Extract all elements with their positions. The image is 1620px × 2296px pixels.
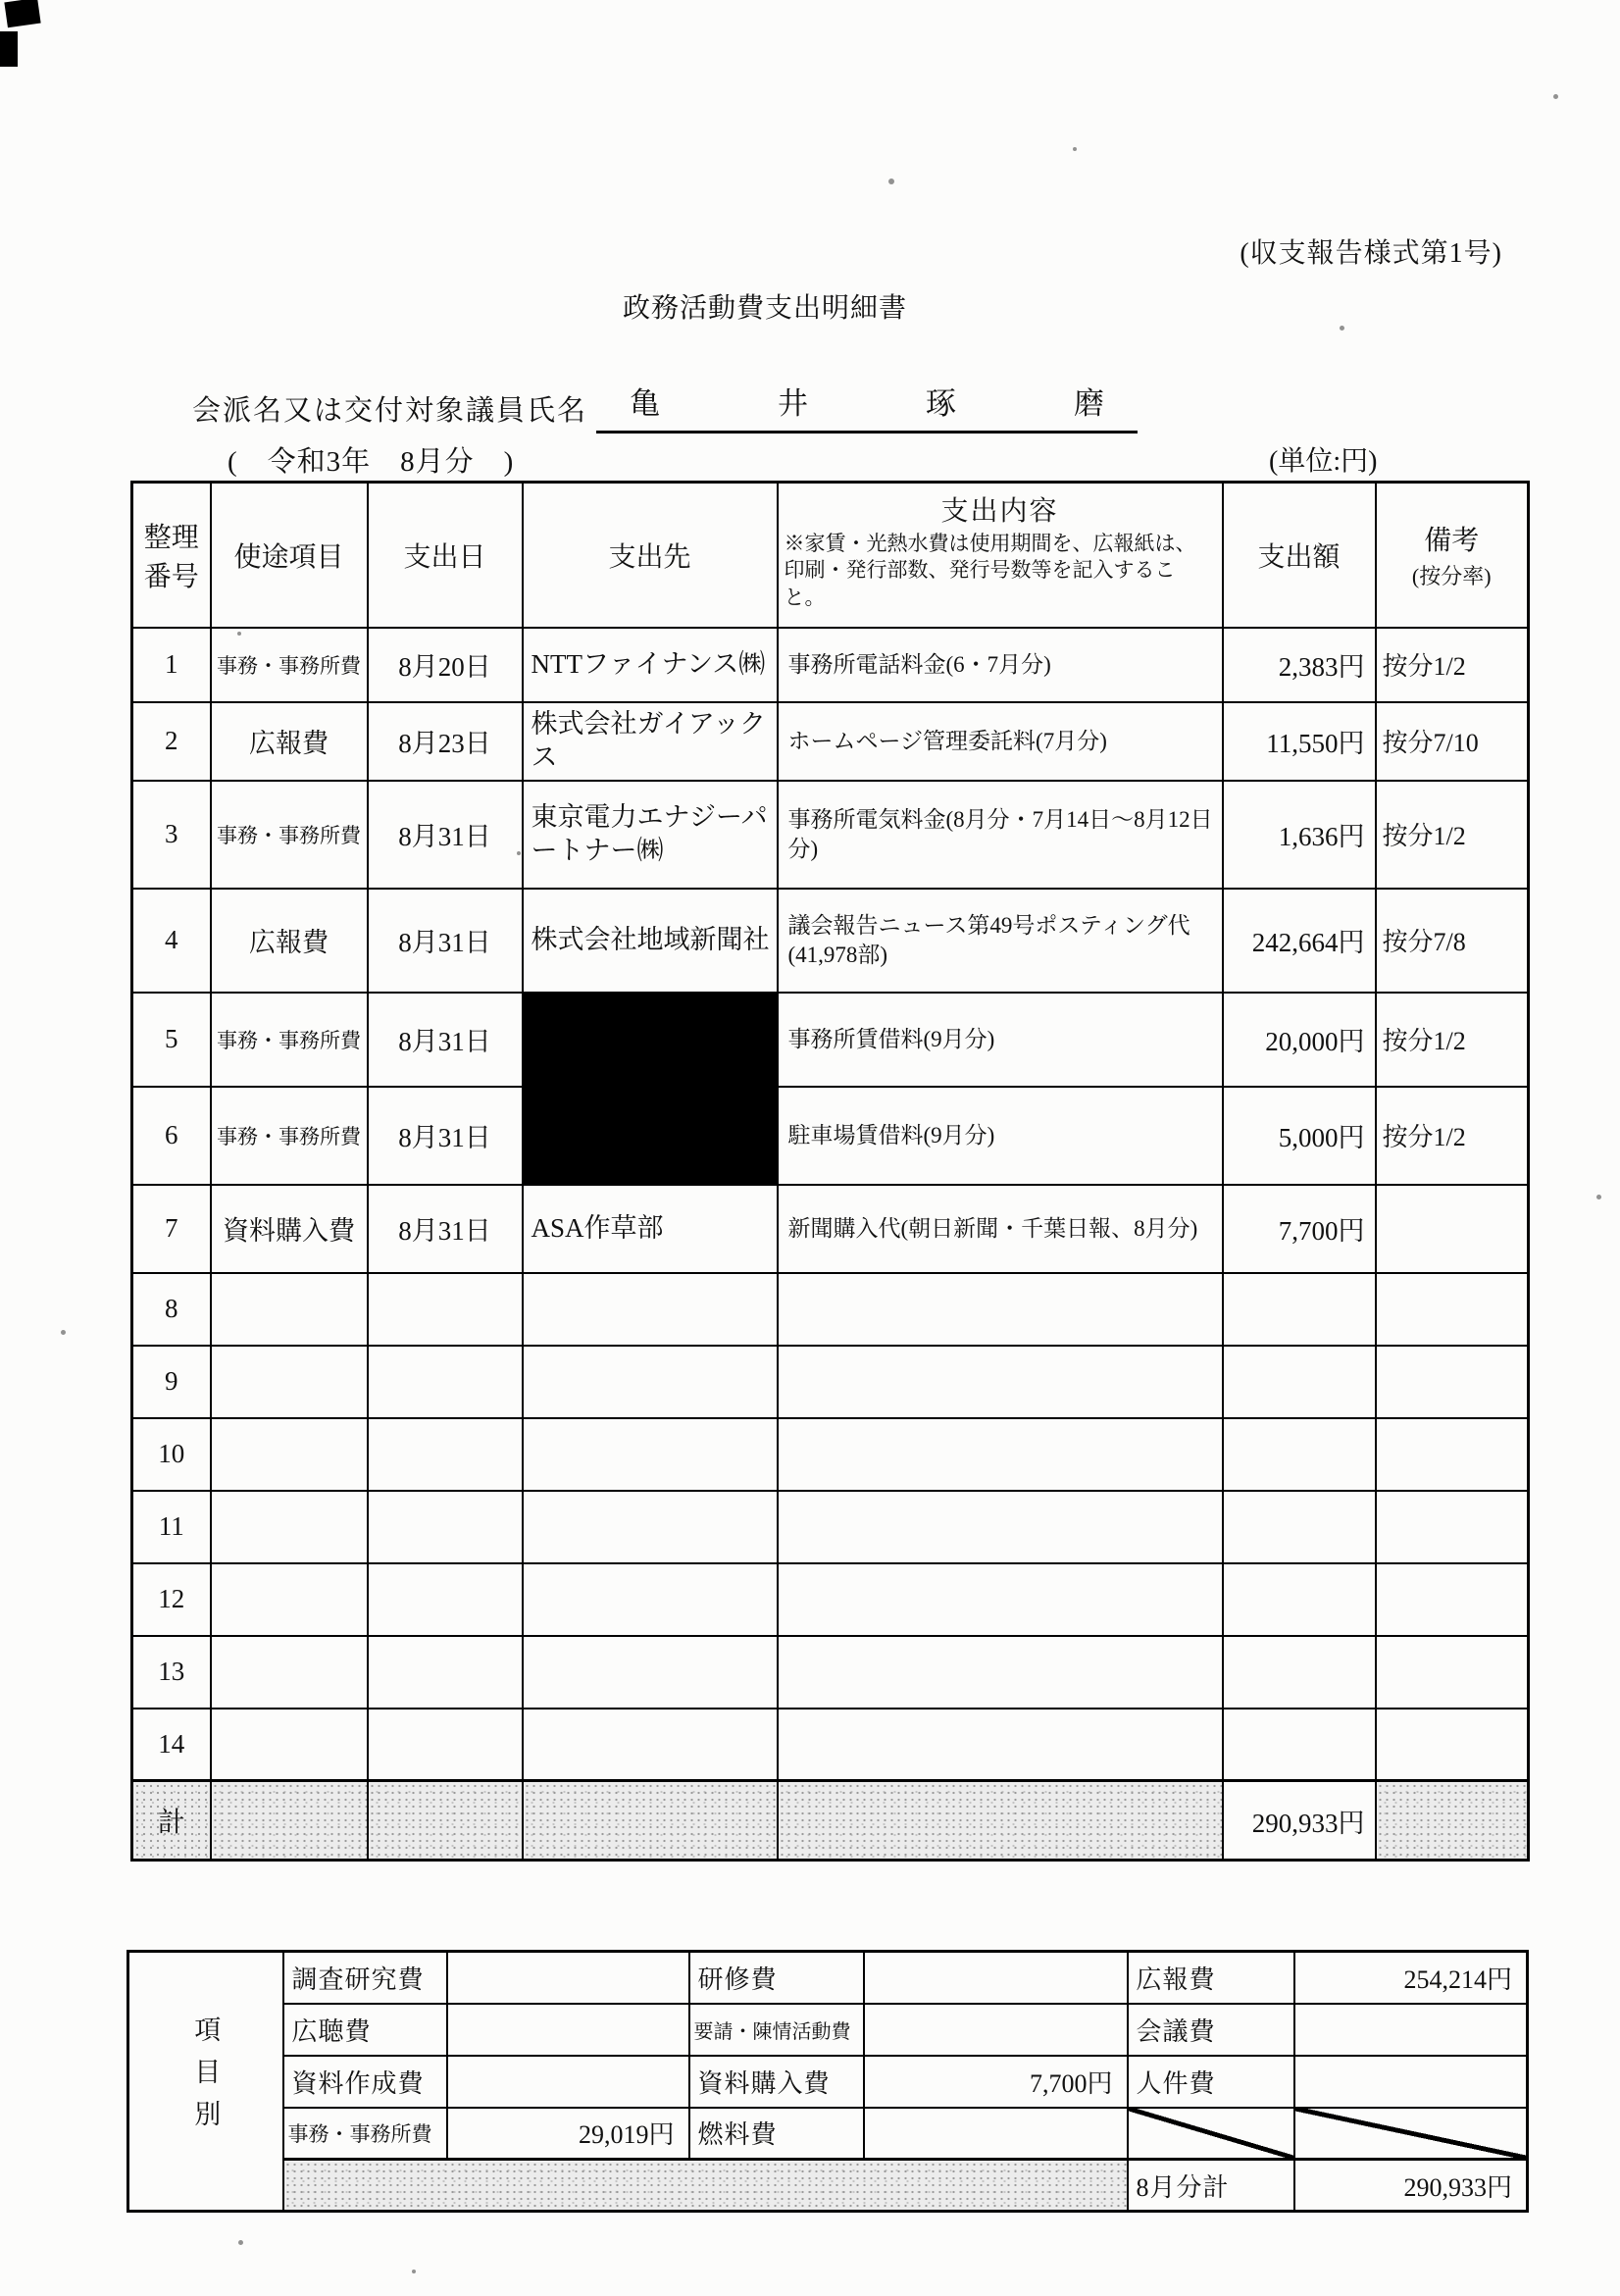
cell-date: 8月31日 (368, 889, 523, 993)
cell-item: 広報費 (211, 889, 368, 993)
period-label: ( 令和3年 8月分 ) (228, 446, 515, 478)
cell-date: 8月20日 (368, 628, 523, 702)
cell-detail (778, 1636, 1223, 1709)
table-row (132, 889, 1529, 993)
cell-item (211, 1491, 368, 1563)
summary-category: 資料作成費 (283, 2056, 447, 2108)
table-row-empty (132, 1491, 1529, 1563)
cell-remarks: 按分1/2 (1376, 993, 1529, 1087)
cell-detail (778, 1563, 1223, 1636)
table-row (132, 628, 1529, 702)
cell-item: 事務・事務所費 (211, 1087, 368, 1185)
cell-detail: 事務所電話料金(6・7月分) (778, 628, 1223, 702)
cell-payee (523, 1563, 778, 1636)
scan-corner-mark (4, 0, 40, 27)
cell-remarks (1376, 1491, 1529, 1563)
cell-item (211, 1418, 368, 1491)
cell-item: 事務・事務所費 (211, 993, 368, 1087)
crossed-out-cell (1128, 2108, 1294, 2160)
cell-amount (1223, 1418, 1376, 1491)
summary-side-label-cell (128, 1952, 283, 2212)
total-shaded-cell (523, 1781, 778, 1861)
table-row (132, 1185, 1529, 1273)
summary-shaded-cell (283, 2160, 1128, 2212)
header-payee: 支出先 (523, 483, 778, 628)
summary-category: 資料購入費 (689, 2056, 864, 2108)
cell-amount (1223, 1563, 1376, 1636)
summary-value (864, 2108, 1128, 2160)
cell-entry-no: 5 (132, 993, 211, 1087)
cell-amount: 2,383円 (1223, 628, 1376, 702)
scan-speck (517, 851, 521, 855)
table-row-empty (132, 1563, 1529, 1636)
cell-amount (1223, 1636, 1376, 1709)
cell-remarks: 按分7/10 (1376, 702, 1529, 781)
page-title: 政務活動費支出明細書 (623, 293, 908, 324)
scan-speck (888, 179, 894, 184)
cell-date (368, 1346, 523, 1418)
table-row (132, 993, 1529, 1087)
cell-remarks (1376, 1563, 1529, 1636)
total-row (132, 1781, 1529, 1861)
cell-remarks: 按分1/2 (1376, 1087, 1529, 1185)
summary-value (447, 2056, 689, 2108)
cell-remarks (1376, 1709, 1529, 1781)
cell-date (368, 1636, 523, 1709)
header-remarks (1376, 483, 1529, 628)
cell-payee: 東京電力エナジーパートナー㈱ (523, 781, 778, 889)
header-remarks-title: 備考 (1424, 526, 1480, 557)
summary-category: 会議費 (1128, 2004, 1294, 2056)
cell-detail (778, 1418, 1223, 1491)
total-amount: 290,933円 (1223, 1781, 1376, 1861)
cell-amount: 11,550円 (1223, 702, 1376, 781)
cell-detail: 事務所賃借料(9月分) (778, 993, 1223, 1087)
total-shaded-cell (778, 1781, 1223, 1861)
summary-row (128, 2056, 1528, 2108)
summary-row (128, 1952, 1528, 2004)
total-shaded-cell (1376, 1781, 1529, 1861)
cell-item (211, 1563, 368, 1636)
cell-detail: ホームページ管理委託料(7月分) (778, 702, 1223, 781)
summary-value: 29,019円 (447, 2108, 689, 2160)
cell-payee: 株式会社ガイアックス (523, 702, 778, 781)
total-shaded-cell (368, 1781, 523, 1861)
total-shaded-cell (211, 1781, 368, 1861)
crossed-out-cell (1294, 2108, 1528, 2160)
cell-payee (523, 1709, 778, 1781)
summary-table (127, 1950, 1529, 2213)
cell-entry-no: 9 (132, 1346, 211, 1418)
cell-payee (523, 1418, 778, 1491)
cell-date (368, 1563, 523, 1636)
summary-side-label: 項目別 (190, 2015, 221, 2142)
cell-remarks (1376, 1273, 1529, 1346)
cell-date (368, 1273, 523, 1346)
cell-payee: NTTファイナンス㈱ (523, 628, 778, 702)
cell-date (368, 1418, 523, 1491)
cell-payee-redacted (523, 1087, 778, 1185)
cell-detail: 議会報告ニュース第49号ポスティング代(41,978部) (778, 889, 1223, 993)
cell-item (211, 1709, 368, 1781)
cell-entry-no: 6 (132, 1087, 211, 1185)
cell-amount: 7,700円 (1223, 1185, 1376, 1273)
summary-category: 広聴費 (283, 2004, 447, 2056)
summary-category: 要請・陳情活動費 (689, 2004, 864, 2056)
cell-remarks (1376, 1346, 1529, 1418)
cell-remarks: 按分1/2 (1376, 628, 1529, 702)
summary-value (864, 2004, 1128, 2056)
cell-amount (1223, 1491, 1376, 1563)
cell-detail (778, 1491, 1223, 1563)
cell-detail (778, 1273, 1223, 1346)
cell-detail (778, 1346, 1223, 1418)
summary-category: 燃料費 (689, 2108, 864, 2160)
cell-remarks (1376, 1185, 1529, 1273)
member-name-value: 亀井琢磨 (596, 379, 1138, 434)
cell-payee (523, 1636, 778, 1709)
cell-amount (1223, 1273, 1376, 1346)
summary-value (447, 2004, 689, 2056)
header-row (132, 483, 1529, 628)
table-row-empty (132, 1636, 1529, 1709)
cell-payee (523, 1346, 778, 1418)
cell-payee (523, 1491, 778, 1563)
cell-entry-no: 14 (132, 1709, 211, 1781)
cell-remarks: 按分1/2 (1376, 781, 1529, 889)
cell-remarks (1376, 1418, 1529, 1491)
summary-category: 事務・事務所費 (283, 2108, 447, 2160)
summary-value (864, 1952, 1128, 2004)
cell-amount (1223, 1346, 1376, 1418)
header-amount: 支出額 (1223, 483, 1376, 628)
cell-payee (523, 1273, 778, 1346)
scan-speck (237, 632, 241, 636)
cell-detail (778, 1709, 1223, 1781)
cell-entry-no: 8 (132, 1273, 211, 1346)
cell-entry-no: 10 (132, 1418, 211, 1491)
cell-date: 8月31日 (368, 781, 523, 889)
cell-amount: 242,664円 (1223, 889, 1376, 993)
cell-entry-no: 7 (132, 1185, 211, 1273)
summary-total-row (128, 2160, 1528, 2212)
table-row (132, 781, 1529, 889)
summary-category: 研修費 (689, 1952, 864, 2004)
table-row-empty (132, 1346, 1529, 1418)
cell-entry-no: 1 (132, 628, 211, 702)
scan-speck (61, 1330, 66, 1335)
cell-remarks (1376, 1636, 1529, 1709)
scan-speck (412, 2270, 416, 2273)
cell-amount: 1,636円 (1223, 781, 1376, 889)
cell-detail: 事務所電気料金(8月分・7月14日〜8月12日分) (778, 781, 1223, 889)
summary-value (447, 1952, 689, 2004)
cell-detail: 駐車場賃借料(9月分) (778, 1087, 1223, 1185)
table-row (132, 702, 1529, 781)
cell-item (211, 1273, 368, 1346)
cell-item (211, 1636, 368, 1709)
cell-item: 事務・事務所費 (211, 628, 368, 702)
cell-date (368, 1709, 523, 1781)
scan-speck (1073, 147, 1077, 151)
header-remarks-sub: (按分率) (1411, 564, 1492, 589)
summary-month-total-value: 290,933円 (1294, 2160, 1528, 2212)
summary-value: 254,214円 (1294, 1952, 1528, 2004)
total-label: 計 (132, 1781, 211, 1861)
cell-item: 広報費 (211, 702, 368, 781)
summary-value (1294, 2056, 1528, 2108)
table-row-empty (132, 1273, 1529, 1346)
cell-entry-no: 4 (132, 889, 211, 993)
scan-speck (1553, 94, 1558, 99)
header-detail-title: 支出内容 (940, 496, 1059, 527)
header-detail-note: ※家賃・光熱水費は使用期間を、広報紙は、印刷・発行部数、発行号数等を記入すること。 (784, 532, 1196, 609)
cell-item: 資料購入費 (211, 1185, 368, 1273)
scan-speck (1596, 1195, 1601, 1199)
scan-corner-mark (0, 31, 18, 67)
cell-payee: ASA作草部 (523, 1185, 778, 1273)
cell-detail: 新聞購入代(朝日新聞・千葉日報、8月分) (778, 1185, 1223, 1273)
table-row-empty (132, 1418, 1529, 1491)
scan-speck (1340, 326, 1344, 331)
expense-table (130, 481, 1530, 1862)
summary-row (128, 2004, 1528, 2056)
summary-category: 広報費 (1128, 1952, 1294, 2004)
summary-month-total-label: 8月分計 (1128, 2160, 1294, 2212)
summary-row (128, 2108, 1528, 2160)
table-row (132, 1087, 1529, 1185)
summary-category: 調査研究費 (283, 1952, 447, 2004)
form-number-label: (収支報告様式第1号) (1240, 238, 1502, 269)
scan-speck (238, 2240, 243, 2245)
cell-date: 8月31日 (368, 993, 523, 1087)
cell-date: 8月31日 (368, 1087, 523, 1185)
summary-category: 人件費 (1128, 2056, 1294, 2108)
unit-label: (単位:円) (1269, 446, 1378, 477)
cell-entry-no: 12 (132, 1563, 211, 1636)
cell-remarks: 按分7/8 (1376, 889, 1529, 993)
cell-date: 8月23日 (368, 702, 523, 781)
cell-entry-no: 11 (132, 1491, 211, 1563)
cell-entry-no: 13 (132, 1636, 211, 1709)
cell-entry-no: 2 (132, 702, 211, 781)
cell-date: 8月31日 (368, 1185, 523, 1273)
cell-amount: 5,000円 (1223, 1087, 1376, 1185)
summary-value: 7,700円 (864, 2056, 1128, 2108)
table-row-empty (132, 1709, 1529, 1781)
header-item: 使途項目 (211, 483, 368, 628)
cell-entry-no: 3 (132, 781, 211, 889)
header-detail (778, 483, 1223, 628)
header-date: 支出日 (368, 483, 523, 628)
cell-payee: 株式会社地域新聞社 (523, 889, 778, 993)
cell-amount (1223, 1709, 1376, 1781)
cell-amount: 20,000円 (1223, 993, 1376, 1087)
cell-item (211, 1346, 368, 1418)
summary-value (1294, 2004, 1528, 2056)
header-entry-no: 整理番号 (132, 483, 211, 628)
cell-item: 事務・事務所費 (211, 781, 368, 889)
cell-payee-redacted (523, 993, 778, 1087)
cell-date (368, 1491, 523, 1563)
member-name-label: 会派名又は交付対象議員氏名 (192, 395, 588, 427)
